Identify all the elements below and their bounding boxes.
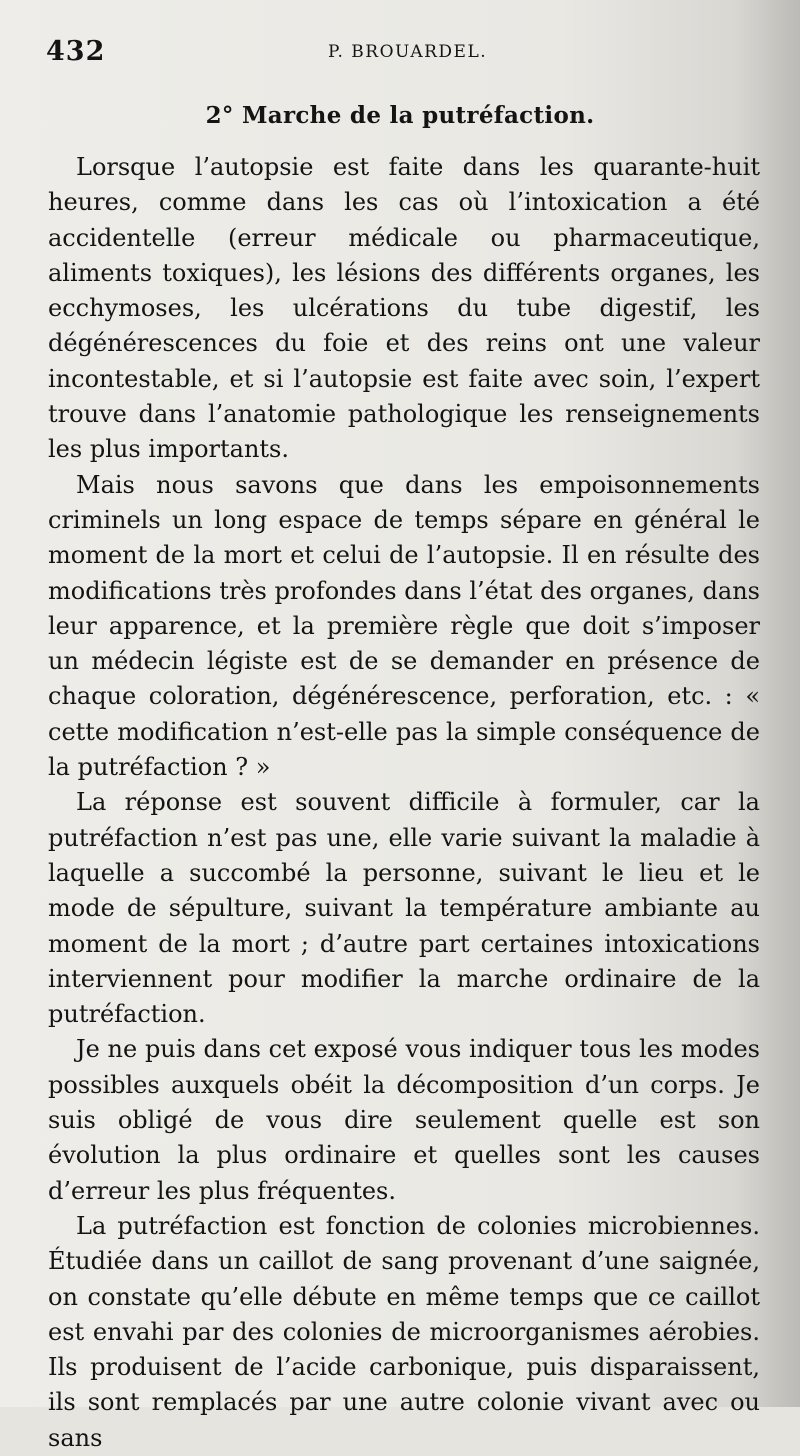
paragraph-4: Je ne puis dans cet exposé vous indiquer tous les modes possibles auxquels obéit la décomposition d’un corps. Je suis obligé de vous dire seulement quelle est son évolution la plus ordinaire et quelles sont les causes d’erreur les plus fréquentes. xyxy=(48,1035,760,1205)
running-title: P. BROUARDEL. xyxy=(328,42,488,62)
page-header xyxy=(46,36,760,76)
paragraph-3: La réponse est souvent difficile à formuler, car la putréfaction n’est pas une, elle varie suivant la maladie à laquelle a succombé la personne, suivant le lieu et le mode de sépulture, suivant la température ambiante au moment de la mort ; d’autre part certaines intoxications interviennent pour modifier la marche ordinaire de la putréfaction. xyxy=(48,788,760,1029)
body-text xyxy=(48,150,760,1456)
paragraph-1: Lorsque l’autopsie est faite dans les quarante-huit heures, comme dans les cas où l’intoxication a été accidentelle (erreur médicale ou pharmaceutique, aliments toxiques), les lésions des différents organes, les ecchymoses, les ulcérations du tube digestif, les dégénérescences du foie et des reins ont une valeur incontestable, et si l’autopsie est faite avec soin, l’expert trouve dans l’anatomie pathologique les renseignements les plus importants. xyxy=(48,153,760,464)
section-title: 2° Marche de la putréfaction. xyxy=(205,102,595,129)
page-number: 432 xyxy=(46,36,106,67)
paragraph-2: Mais nous savons que dans les empoisonnements criminels un long espace de temps sépare en général le moment de la mort et celui de l’autopsie. Il en résulte des modifications très profondes dans l’état des organes, dans leur apparence, et la première règle que doit s’imposer un médecin légiste est de se demander en présence de chaque coloration, dégénérescence, perforation, etc. : « cette modification n’est-elle pas la simple conséquence de la putréfaction ? » xyxy=(48,470,760,782)
paragraph-5: La putréfaction est fonction de colonies microbiennes. Étudiée dans un caillot de sang provenant d’une saignée, on constate qu’elle débute en même temps que ce caillot est envahi par des colonies de microorganismes aérobies. Ils produisent de l’acide carbonique, puis disparaissent, ils sont remplacés par une autre colonie vivant avec ou sans xyxy=(48,1211,760,1452)
